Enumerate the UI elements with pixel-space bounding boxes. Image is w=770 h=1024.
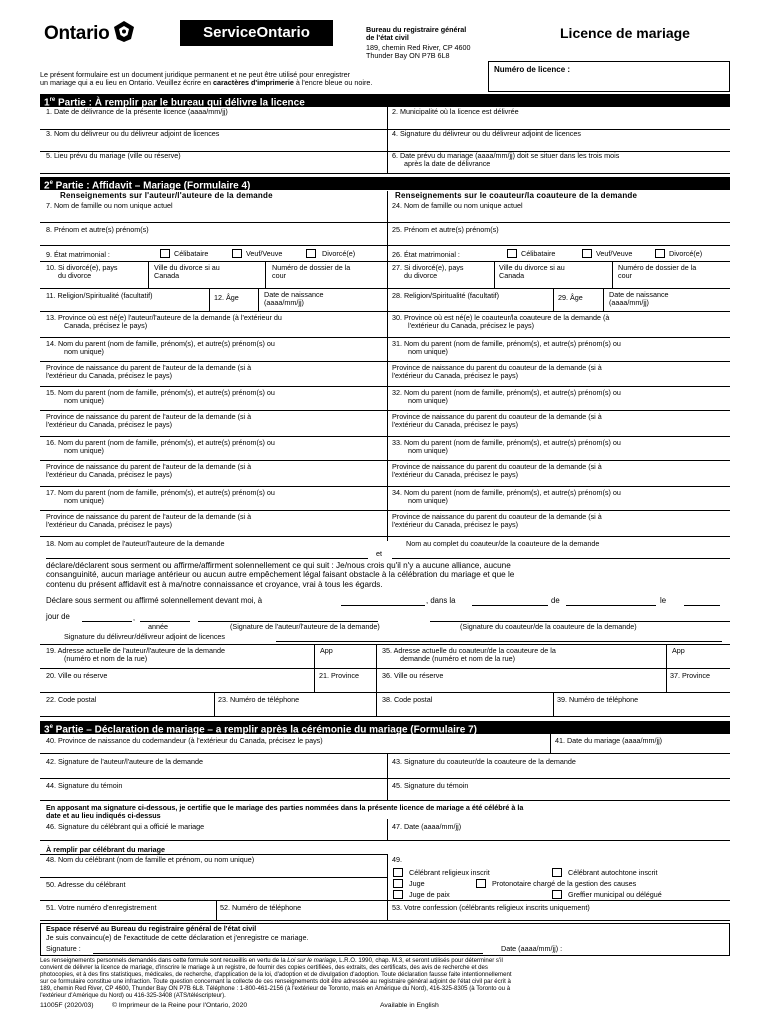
checkbox-religious-celebrant[interactable] <box>393 868 403 877</box>
field-17-prov-line-2: l'extérieur du Canada, précisez le pays) <box>46 520 173 530</box>
registrar-date-label: Date (aaaa/mm/jj) : <box>501 944 563 953</box>
field-19-line-1: 19. Adresse actuelle de l'auteur/l'auteure de la demande <box>46 646 225 655</box>
field-6-marriage-date[interactable] <box>392 152 619 168</box>
field-47-date[interactable]: 47. Date (aaaa/mm/jj) <box>392 822 462 831</box>
field-10-city-line-2: Canada <box>154 271 180 281</box>
field-27-court-line-2: cour <box>618 271 632 281</box>
bureau-address <box>366 44 471 60</box>
field-16-line-1: 16. Nom du parent (nom de famille, prénom(s), et autre(s) prénom(s) ou <box>46 438 275 447</box>
form-number: 11005F (2020/03) <box>40 1002 94 1009</box>
bureau-line-2: de l'état civil <box>366 33 409 43</box>
ontario-wordmark: Ontario <box>44 22 110 44</box>
address-line-1: 189, chemin Red River, CP 4600 <box>366 43 471 52</box>
service-ontario-logo: ServiceOntario <box>180 20 333 46</box>
field-5-marriage-place[interactable]: 5. Lieu prévu du mariage (ville ou réserve) <box>46 151 181 160</box>
field-16-prov-line-1: Province de naissance du parent de l'auteur de la demande (si à <box>46 462 252 471</box>
field-33-parent-name[interactable] <box>392 439 621 455</box>
field-27-city-line-2: Canada <box>499 271 525 281</box>
field-31-parent-province[interactable] <box>392 364 602 380</box>
field-20-city[interactable]: 20. Ville ou réserve <box>46 671 108 680</box>
field-15-prov-line-1: Province de naissance du parent de l'auteur de la demande (si à <box>46 412 252 421</box>
field-53-confession[interactable]: 53. Votre confession (célébrants religieux inscrits uniquement) <box>392 903 590 912</box>
field-19-line-2: (numéro et nom de la rue) <box>64 654 148 664</box>
checkbox-indigenous-celebrant[interactable] <box>552 868 562 877</box>
field-17-line-1: 17. Nom du parent (nom de famille, prénom(s), et autre(s) prénom(s) ou <box>46 488 275 497</box>
field-11-religion[interactable]: 11. Religion/Spiritualité (facultatif) <box>46 291 153 300</box>
label-justice-of-peace: Juge de paix <box>409 890 450 899</box>
field-35-line-2: demande (numéro et nom de la rue) <box>400 654 516 664</box>
part1-title-a: 1 <box>44 97 50 109</box>
field-23-phone[interactable]: 23. Numéro de téléphone <box>218 695 300 704</box>
field-32-prov-line-1: Province de naissance du parent du coauteur de la demande (si à <box>392 412 602 421</box>
issuer-signature-line[interactable] <box>276 641 722 642</box>
day-of-text: jour de <box>46 612 70 621</box>
field-44-witness-signature[interactable]: 44. Signature du témoin <box>46 781 123 790</box>
field-15-line-1: 15. Nom du parent (nom de famille, prénom(s), et autre(s) prénom(s) ou <box>46 388 275 397</box>
part2-header <box>40 177 730 190</box>
field-12-birth-line-1: Date de naissance <box>264 290 324 299</box>
field-14-prov-line-2: l'extérieur du Canada, précisez le pays) <box>46 371 173 381</box>
field-15-line-2: nom unique) <box>64 396 104 406</box>
form-title: Licence de mariage <box>560 25 690 41</box>
intro-line-2 <box>40 79 372 87</box>
field-17-prov-line-1: Province de naissance du parent de l'auteur de la demande (si à <box>46 512 252 521</box>
label-9-widowed: Veuf/Veuve <box>246 249 283 258</box>
intro-line-1: Le présent formulaire est un document juridique permanent et ne peut être utilisé pour enregistrer <box>40 70 351 79</box>
field-27-line-2: du divorce <box>404 271 438 281</box>
declaration-line-2: consanguinité, aucun mariage antérieur ou aucun autre empêchement légal faisant obstacle à la célébration du mariage et que le <box>46 570 515 580</box>
part3-title-b: Partie – Déclaration de mariage – a remplir après la cérémonie du mariage (Formulaire 7) <box>52 724 477 736</box>
label-26-single: Célibataire <box>521 249 556 258</box>
in-the-text: , dans la <box>426 596 456 605</box>
field-10-court-line-1: Numéro de dossier de la <box>272 263 351 272</box>
part2-title-sup: e <box>49 180 53 186</box>
checkbox-26-widowed[interactable] <box>582 249 592 258</box>
applicant-heading: Renseignements sur l'auteur/l'auteure de la demande <box>60 191 273 200</box>
sworn-before-text: Déclare sous serment ou affirmé solennellement devant moi, à <box>46 596 263 605</box>
field-36-city[interactable]: 36. Ville ou réserve <box>382 671 444 680</box>
label-municipal-clerk: Greffier municipal ou délégué <box>568 890 662 899</box>
sworn-region-line[interactable] <box>472 605 548 606</box>
field-14-line-1: 14. Nom du parent (nom de famille, prénom(s), et autre(s) prénom(s) ou <box>46 339 275 348</box>
celebrant-section-heading: À remplir par célébrant du mariage <box>46 845 166 854</box>
field-15-prov-line-2: l'extérieur du Canada, précisez le pays) <box>46 420 173 430</box>
field-34-parent-name[interactable] <box>392 489 621 505</box>
part2-title-a: 2 <box>44 180 50 192</box>
applicant-signature-label: (Signature de l'auteur/l'auteure de la demande) <box>230 622 380 631</box>
field-14-line-2: nom unique) <box>64 347 104 357</box>
licence-number-label: Numéro de licence : <box>494 65 571 74</box>
privacy-line-2: convient de délivrer la licence de mariage, d'inscrire le mariage à un registre, de fournir des copies certifiées, des extraits, des certificats, des avis de recherche et des <box>40 964 488 972</box>
field-4-issuer-signature[interactable]: 4. Signature du délivreur ou du délivreur adjoint de licences <box>392 129 581 138</box>
field-29-birth-line-1: Date de naissance <box>609 290 669 299</box>
field-3-issuer-name[interactable]: 3. Nom du délivreur ou du délivreur adjoint de licences <box>46 129 220 138</box>
part1-header <box>40 94 730 107</box>
field-13-line-1: 13. Province où est né(e) l'auteur/l'auteure de la demande (à l'extérieur du <box>46 313 282 322</box>
checkbox-9-single[interactable] <box>160 249 170 258</box>
label-26-divorced: Divorcé(e) <box>669 249 703 258</box>
field-27-divorce-city[interactable] <box>499 264 565 280</box>
field-31-line-1: 31. Nom du parent (nom de famille, prénom(s), et autre(s) prénom(s) ou <box>392 339 621 348</box>
field-21-province[interactable]: 21. Province <box>319 671 359 680</box>
declaration-line-3: contenu du présent affidavit est à ma/notre connaissance et croyance, vrai à tous les égards. <box>46 579 383 589</box>
label-religious-celebrant: Célébrant religieux inscrit <box>409 868 490 877</box>
field-46-celebrant-signature[interactable]: 46. Signature du célébrant qui a officié le mariage <box>46 822 205 831</box>
privacy-notice <box>40 957 730 1000</box>
label-case-management-master: Protonotaire chargé de la gestion des causes <box>492 879 637 888</box>
field-12-birth-line-2: (aaaa/mm/jj) <box>264 298 304 308</box>
field-10-city-line-1: Ville du divorce si au <box>154 263 220 272</box>
checkbox-26-divorced[interactable] <box>655 249 665 258</box>
field-35-apt[interactable]: App <box>672 646 685 655</box>
field-31-line-2: nom unique) <box>408 347 448 357</box>
checkbox-case-management-master[interactable] <box>476 879 486 888</box>
certification-line-2: date et au lieu indiqués ci-dessus <box>46 811 161 821</box>
registrar-signature-label: Signature : <box>46 944 81 953</box>
field-22-postal-code[interactable]: 22. Code postal <box>46 695 97 704</box>
privacy-line-1c: , L.R.O. 1990, chap. M.3, et seront utilisés pour déterminer s'il <box>335 957 503 964</box>
field-33-prov-line-2: l'extérieur du Canada, précisez le pays) <box>392 470 519 480</box>
field-31-parent-name[interactable] <box>392 340 621 356</box>
field-10-divorce-city[interactable] <box>154 264 220 280</box>
intro-text <box>40 71 372 87</box>
copyright: © Imprimeur de la Reine pour l'Ontario, 2020 <box>112 1002 248 1009</box>
field-52-phone[interactable]: 52. Numéro de téléphone <box>220 903 302 912</box>
field-32-parent-province[interactable] <box>392 413 602 429</box>
field-31-prov-line-2: l'extérieur du Canada, précisez le pays) <box>392 371 519 381</box>
registrar-heading: Espace réservé au Bureau du registraire général de l'état civil <box>46 924 257 933</box>
field-15-parent-province[interactable] <box>46 413 251 429</box>
checkbox-judge[interactable] <box>393 879 403 888</box>
registrar-signature-line[interactable] <box>93 953 483 954</box>
field-30-line-1: 30. Province où est né(e) le coauteur/la coauteure de la demande (à <box>392 313 610 322</box>
privacy-line-3: photocopies, et à des fins statistiques, médicales, de recherche, d'application de la loi, d'adoption et de divulgation d'adoption. Toute déclaration fausse faite intentionnellement <box>40 971 512 979</box>
checkbox-26-single[interactable] <box>507 249 517 258</box>
field-34-line-2: nom unique) <box>408 496 448 506</box>
field-34-prov-line-1: Province de naissance du parent du coauteur de la demande (si à <box>392 512 602 521</box>
field-51-registration-number[interactable]: 51. Votre numéro d'enregistrement <box>46 903 157 912</box>
field-43-coapplicant-signature[interactable]: 43. Signature du coauteur/de la coauteure de la demande <box>392 757 576 766</box>
affidavit-declaration <box>46 561 514 589</box>
field-6-line-2: après la date de délivrance <box>404 159 491 169</box>
and-text: et <box>376 549 382 558</box>
field-6-line-1: 6. Date prévu du mariage (aaaa/mm/jj) doit se situer dans les trois mois <box>392 151 620 160</box>
available-in-english: Available in English <box>380 1002 439 1009</box>
field-16-parent-name[interactable] <box>46 439 275 455</box>
field-27-court-line-1: Numéro de dossier de la <box>618 263 697 272</box>
field-32-line-1: 32. Nom du parent (nom de famille, prénom(s), et autre(s) prénom(s) ou <box>392 388 621 397</box>
part1-title-sup: re <box>49 97 56 103</box>
field-1-issue-date[interactable]: 1. Date de délivrance de la présente licence (aaaa/mm/jj) <box>46 107 228 116</box>
part1-title-b: Partie : À remplir par le bureau qui délivre la licence <box>55 97 305 109</box>
field-16-line-2: nom unique) <box>64 446 104 456</box>
address-line-2: Thunder Bay ON P7B 6L8 <box>366 51 450 61</box>
trillium-icon <box>112 19 136 48</box>
field-34-parent-province[interactable] <box>392 513 602 529</box>
field-42-applicant-signature[interactable]: 42. Signature de l'auteur/l'auteure de la demande <box>46 757 203 766</box>
celebrant-certification <box>46 804 523 820</box>
licence-number-box[interactable] <box>488 61 730 92</box>
field-10-line-2: du divorce <box>58 271 92 281</box>
field-13-birth-province[interactable] <box>46 314 282 330</box>
sworn-municipality-line[interactable] <box>566 605 656 606</box>
sworn-city-line[interactable] <box>341 605 425 606</box>
field-33-line-1: 33. Nom du parent (nom de famille, prénom(s), et autre(s) prénom(s) ou <box>392 438 621 447</box>
sworn-month-line[interactable] <box>82 621 132 622</box>
bureau-name <box>366 26 466 42</box>
field-10-court-line-2: cour <box>272 271 286 281</box>
field-10-court-file[interactable] <box>272 264 350 280</box>
field-31-prov-line-1: Province de naissance du parent du coauteur de la demande (si à <box>392 363 602 372</box>
field-10-divorce-country[interactable] <box>46 264 118 280</box>
label-26-widowed: Veuf/Veuve <box>596 249 633 258</box>
part2-title-b: Partie : Affidavit – Mariage (Formulaire 4) <box>52 180 251 192</box>
label-9-single: Célibataire <box>174 249 209 258</box>
intro-line-2a: un mariage qui a eu lieu en Ontario. Veuillez écrire en <box>40 78 214 88</box>
field-14-parent-name[interactable] <box>46 340 275 356</box>
field-41-marriage-date[interactable]: 41. Date du mariage (aaaa/mm/jj) <box>555 736 663 745</box>
field-27-court-file[interactable] <box>618 264 696 280</box>
field-24-surname[interactable]: 24. Nom de famille ou nom unique actuel <box>392 201 523 210</box>
field-10-line-1: 10. Si divorcé(e), pays <box>46 263 118 272</box>
label-9-divorced: Divorcé(e) <box>322 249 356 258</box>
field-40-birth-province[interactable]: 40. Province de naissance du codemandeur (à l'extérieur du Canada, précisez le pays) <box>46 736 323 745</box>
privacy-line-5: 189, chemin Red River, CP 4600, Thunder Bay ON P7B 6L8. Téléphone : 1-800-461-2156 (à l'extérieur de Toronto, mais en Amérique du Nord), 416-325-8305 (à Toronto ou à <box>40 985 511 993</box>
field-14-prov-line-1: Province de naissance du parent de l'auteur de la demande (si à <box>46 363 252 372</box>
field-34-prov-line-2: l'extérieur du Canada, précisez le pays) <box>392 520 519 530</box>
intro-line-2c: à l'encre bleue ou noire. <box>293 78 373 88</box>
field-34-line-1: 34. Nom du parent (nom de famille, prénom(s), et autre(s) prénom(s) ou <box>392 488 621 497</box>
field-12-birth-date[interactable] <box>264 291 324 307</box>
field-28-religion[interactable]: 28. Religion/Spiritualité (facultatif) <box>392 291 500 300</box>
coapplicant-heading: Renseignements sur le coauteur/la coauteure de la demande <box>395 191 638 200</box>
part3-header <box>40 721 730 734</box>
registrar-statement: Je suis convaincu(e) de l'exactitude de cette déclaration et j'enregistre ce mariage. <box>46 933 309 942</box>
part3-title-a: 3 <box>44 724 50 736</box>
field-9-marital-status: 9. État matrimonial : <box>46 250 110 259</box>
part3-title-sup: e <box>49 724 53 730</box>
field-29-birth-line-2: (aaaa/mm/jj) <box>609 298 649 308</box>
field-38-postal-code[interactable]: 38. Code postal <box>382 695 433 704</box>
checkbox-justice-of-peace[interactable] <box>393 890 403 899</box>
bureau-line-1: Bureau du registraire général <box>366 25 467 34</box>
privacy-line-6: l'extérieur d'Amérique du Nord) ou 416-325-3408 (ATS/téléscripteur). <box>40 992 226 1000</box>
field-12-age[interactable]: 12. Âge <box>214 293 239 302</box>
of-text: de <box>551 596 560 605</box>
field-8-given-names[interactable]: 8. Prénom et autre(s) prénom(s) <box>46 225 149 234</box>
field-17-line-2: nom unique) <box>64 496 104 506</box>
field-30-birth-province[interactable] <box>392 314 609 330</box>
field-14-parent-province[interactable] <box>46 364 251 380</box>
field-16-prov-line-2: l'extérieur du Canada, précisez le pays) <box>46 470 173 480</box>
declaration-line-1: déclare/déclarent sous serment ou affirme/affirment solennellement ce qui suit : Je/nous crois qu'il n'y a aucune alliance, aucune <box>46 561 511 570</box>
coapplicant-full-name[interactable]: Nom au complet du coauteur/de la coauteure de la demande <box>406 539 600 548</box>
privacy-line-4: sur ce formulaire constitue une infraction. Toute question concernant la collecte de ces renseignements doit être adressée au registraire général adjoint de l'état civil par écrit à <box>40 978 511 986</box>
field-48-celebrant-name[interactable]: 48. Nom du célébrant (nom de famille et prénom, ou nom unique) <box>46 855 255 864</box>
field-30-line-2: l'extérieur du Canada, précisez le pays) <box>408 321 535 331</box>
field-27-city-line-1: Ville du divorce si au <box>499 263 565 272</box>
field-33-line-2: nom unique) <box>408 446 448 456</box>
field-35-address[interactable] <box>382 647 556 663</box>
field-45-witness-signature[interactable]: 45. Signature du témoin <box>392 781 469 790</box>
field-26-marital-status: 26. État matrimonial : <box>392 250 460 259</box>
sworn-day-line[interactable] <box>684 605 720 606</box>
label-indigenous-celebrant: Célébrant autochtone inscrit <box>568 868 658 877</box>
field-27-divorce-country[interactable] <box>392 264 464 280</box>
privacy-line-1a: Les renseignements personnels demandés dans cette formule sont recueillis en vertu de la <box>40 957 288 964</box>
field-18-applicant-full-name[interactable]: 18. Nom au complet de l'auteur/l'auteure de la demande <box>46 539 225 548</box>
field-49-celebrant-type: 49. <box>392 855 402 864</box>
field-19-apt[interactable]: App <box>320 646 333 655</box>
field-35-line-1: 35. Adresse actuelle du coauteur/de la coauteure de la <box>382 646 556 655</box>
field-27-line-1: 27. Si divorcé(e), pays <box>392 263 464 272</box>
coapplicant-signature-label: (Signature du coauteur/de la coauteure de la demande) <box>460 622 637 631</box>
field-15-parent-name[interactable] <box>46 389 275 405</box>
field-19-address[interactable] <box>46 647 225 663</box>
field-32-line-2: nom unique) <box>408 396 448 406</box>
checkbox-9-widowed[interactable] <box>232 249 242 258</box>
year-label: année <box>148 622 168 631</box>
field-33-prov-line-1: Province de naissance du parent du coauteur de la demande (si à <box>392 462 602 471</box>
checkbox-municipal-clerk[interactable] <box>552 890 562 899</box>
field-13-line-2: Canada, précisez le pays) <box>64 321 148 331</box>
field-25-given-names[interactable]: 25. Prénom et autre(s) prénom(s) <box>392 225 499 234</box>
checkbox-9-divorced[interactable] <box>306 249 316 258</box>
field-39-phone[interactable]: 39. Numéro de téléphone <box>557 695 639 704</box>
the-text: le <box>660 596 667 605</box>
field-32-prov-line-2: l'extérieur du Canada, précisez le pays) <box>392 420 519 430</box>
label-judge: Juge <box>409 879 425 888</box>
field-29-age[interactable]: 29. Âge <box>558 293 583 302</box>
field-29-birth-date[interactable] <box>609 291 669 307</box>
field-16-parent-province[interactable] <box>46 463 251 479</box>
intro-line-2b: caractères d'imprimerie <box>213 78 294 88</box>
field-33-parent-province[interactable] <box>392 463 602 479</box>
issuer-signature-label: Signature du délivreur/délivreur adjoint de licences <box>64 632 226 641</box>
field-37-province[interactable]: 37. Province <box>670 671 710 680</box>
privacy-line-1 <box>40 957 730 964</box>
comma-text: , <box>133 613 135 622</box>
field-17-parent-name[interactable] <box>46 489 275 505</box>
field-7-surname[interactable]: 7. Nom de famille ou nom unique actuel <box>46 201 173 210</box>
ontario-logo <box>44 19 136 48</box>
field-50-celebrant-address[interactable]: 50. Adresse du célébrant <box>46 880 126 889</box>
privacy-line-1b: Loi sur le mariage <box>287 957 336 964</box>
registrar-box <box>40 923 730 956</box>
certification-line-1: En apposant ma signature ci-dessous, je certifie que le mariage des parties nommées dans la présente licence de mariage a été célébré à la <box>46 803 524 812</box>
field-17-parent-province[interactable] <box>46 513 251 529</box>
field-2-municipality[interactable]: 2. Municipalité où la licence est délivrée <box>392 107 519 116</box>
field-32-parent-name[interactable] <box>392 389 621 405</box>
